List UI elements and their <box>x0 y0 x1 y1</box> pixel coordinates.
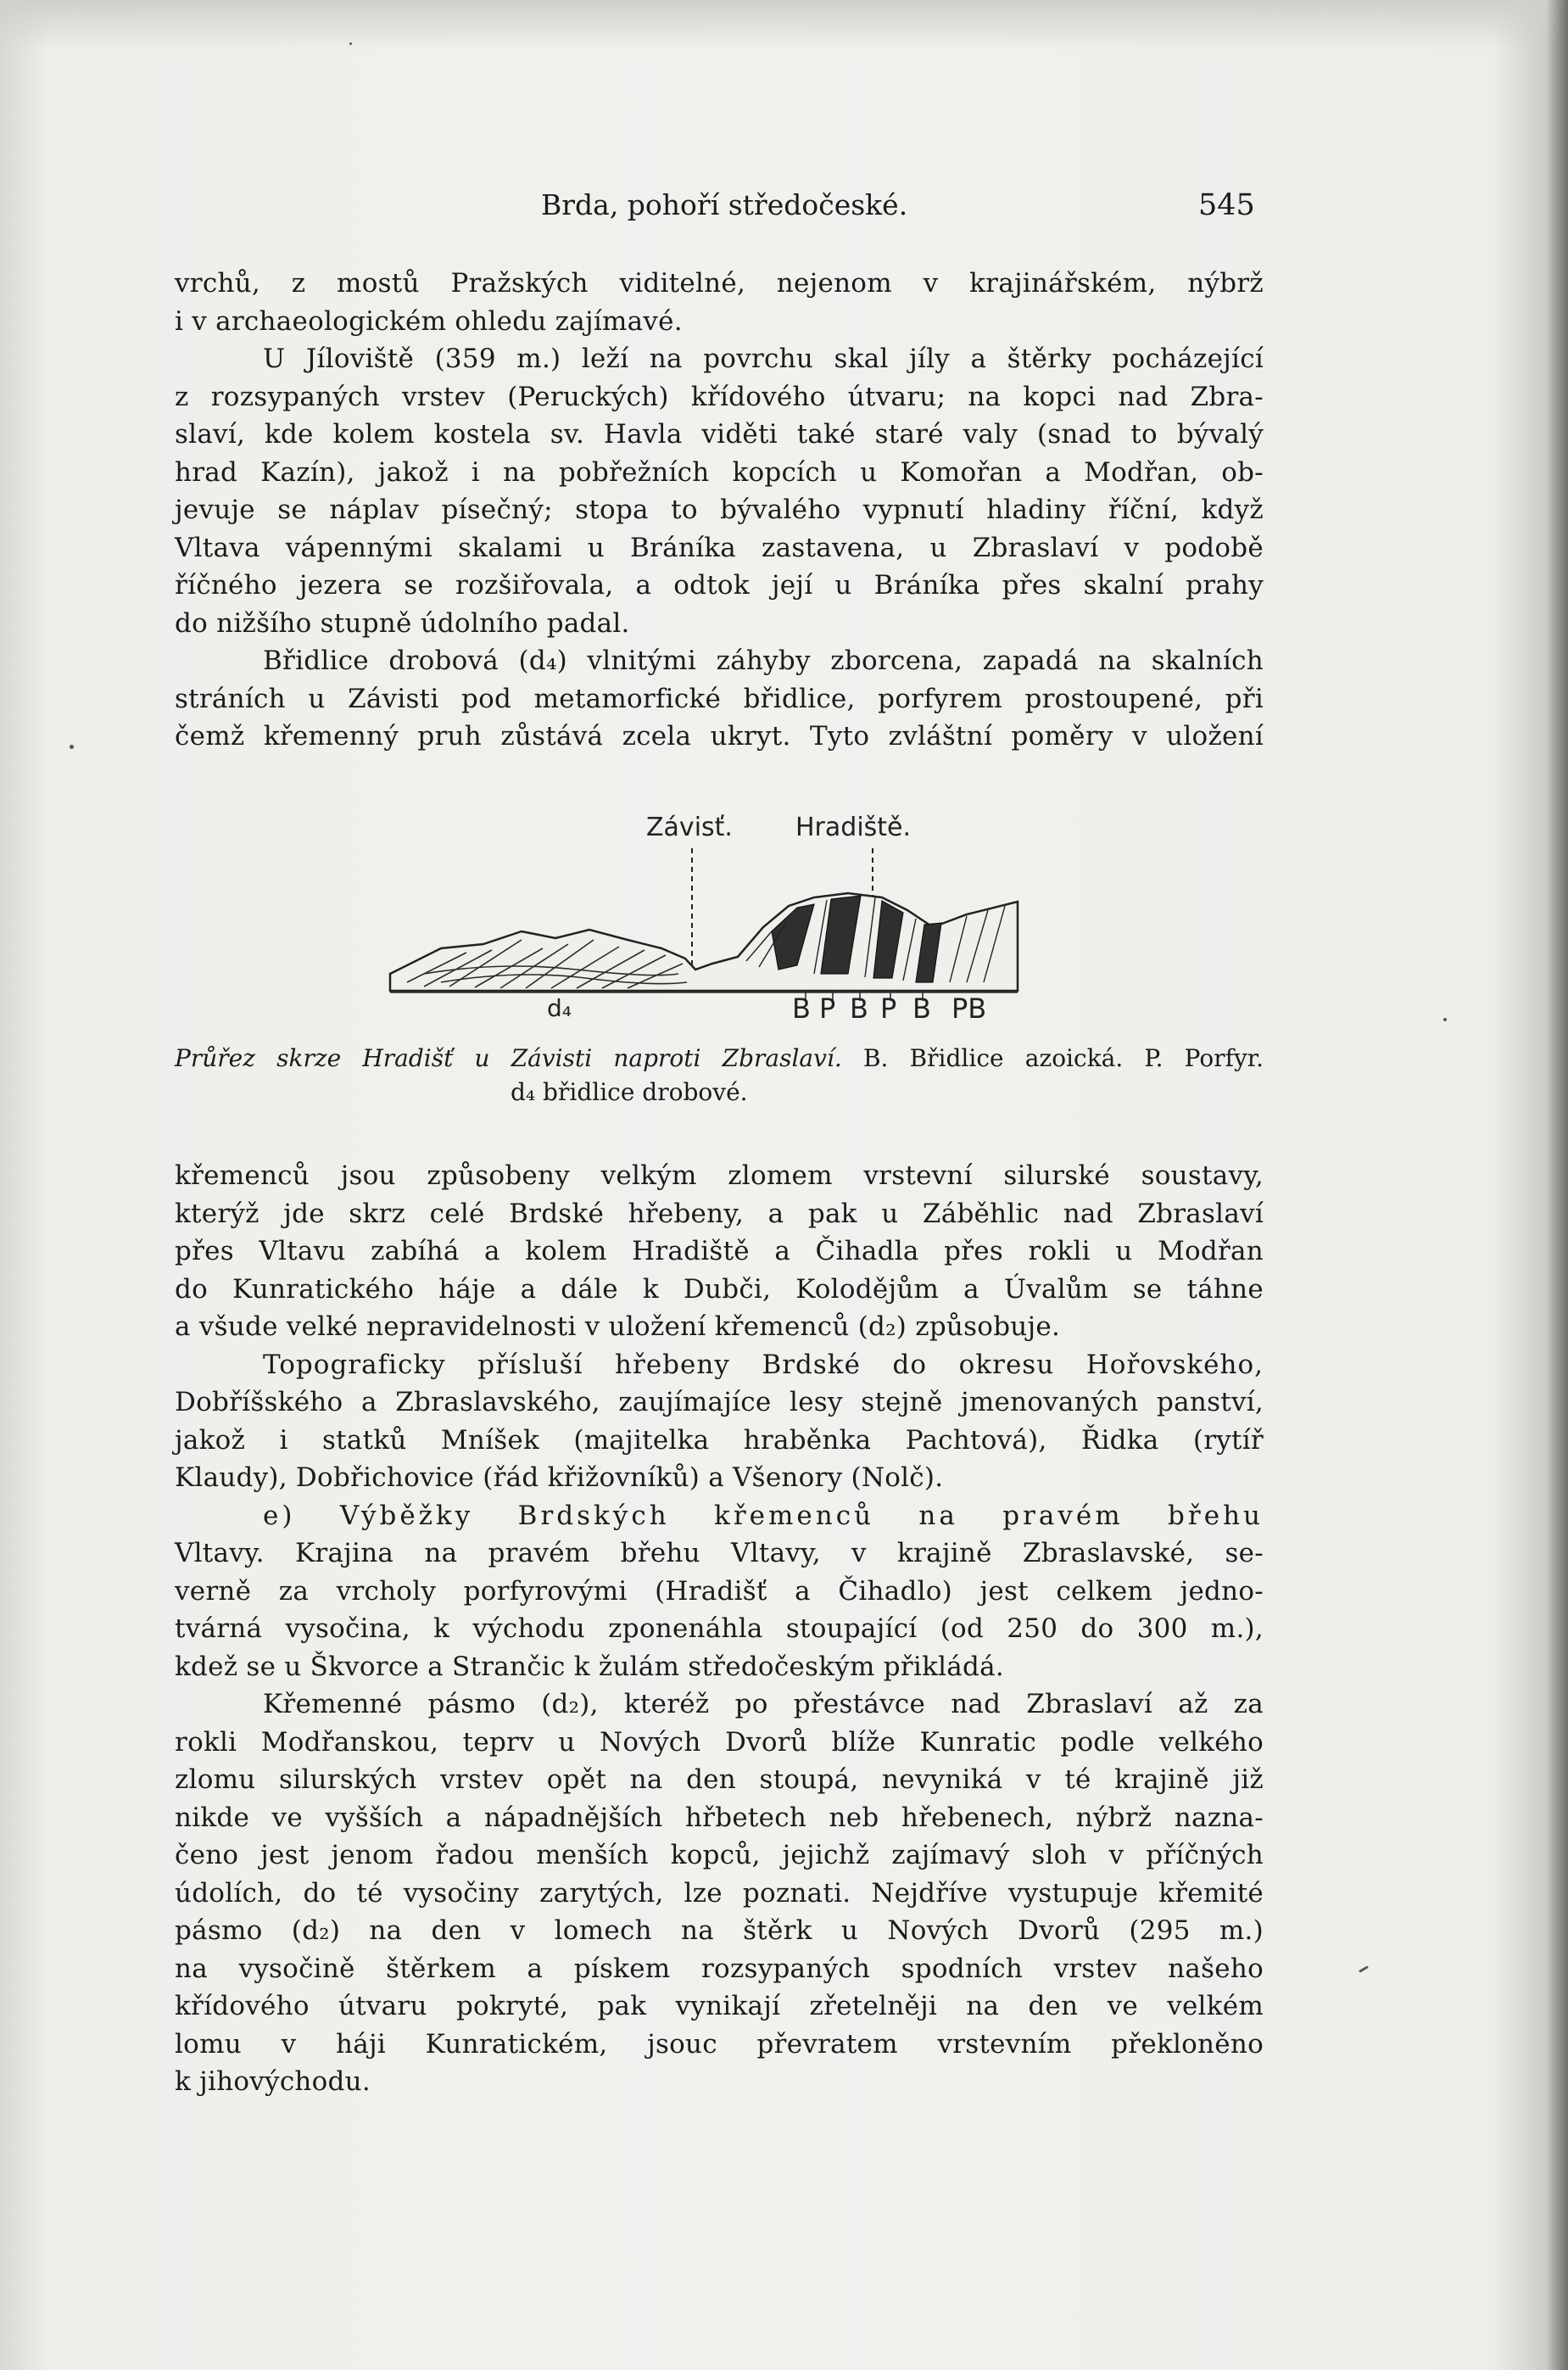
page-header <box>0 188 1568 231</box>
text-line: křídového útvaru pokryté, pak vynikají zřetelněji na den ve velkém <box>175 1991 1264 2021</box>
text-line: pásmo (d₂) na den v lomech na štěrk u Nových Dvorů (295 m.) <box>175 1915 1264 1946</box>
text-line: jevuje se náplav písečný; stopa to bývalého vypnutí hladiny říční, když <box>175 495 1264 525</box>
text-line: přes Vltavu zabíhá a kolem Hradiště a Čihadla přes rokli u Modřan <box>175 1236 1264 1266</box>
text-line: vrchů, z mostů Pražských viditelné, nejenom v krajinářském, nýbrž <box>175 268 1264 299</box>
text-block-bottom <box>175 1157 1264 2101</box>
figure-bottom-label: P <box>880 992 897 1025</box>
text-line: Topograficky přísluší hřebeny Brdské do okresu Hořovského, <box>263 1349 1264 1380</box>
scan-speck <box>349 42 352 45</box>
text-line: a všude velké nepravidelnosti v uložení křemenců (d₂) způsobuje. <box>175 1311 1061 1342</box>
scan-shadow-right <box>1546 0 1568 2370</box>
scan-speck <box>70 745 74 749</box>
figure-bottom-label: PB <box>951 992 987 1025</box>
text-line: do nižšího stupně údolního padal. <box>175 607 630 639</box>
section-heading-line: e) Výběžky Brdských křemenců na pravém břehu <box>263 1500 1264 1531</box>
figure-label-zavist: Závisť. <box>646 813 733 842</box>
text-line: na vysočině štěrkem a pískem rozsypaných spodních vrstev našeho <box>175 1953 1264 1984</box>
text-line: čeno jest jenom řadou menších kopců, jejichž zajímavý sloh v příčných <box>175 1840 1264 1870</box>
text-line: kterýž jde skrz celé Brdské hřebeny, a pak u Záběhlic nad Zbraslaví <box>175 1198 1264 1229</box>
text-line: stráních u Závisti pod metamorfické břidlice, porfyrem prostoupené, při <box>175 683 1264 714</box>
scan-speck <box>1443 1018 1447 1021</box>
caption-legend: B. Břidlice azoická. P. Porfyr. <box>841 1044 1264 1072</box>
figure-caption <box>175 1042 1264 1110</box>
text-line: do Kunratického háje a dále k Dubči, Kolodějům a Úvalům se táhne <box>175 1273 1264 1305</box>
scan-speck <box>1359 1965 1369 1973</box>
text-line: jakož i statků Mníšek (majitelka hraběnka Pachtová), Řidka (rytíř <box>175 1424 1264 1456</box>
text-line: k jihovýchodu. <box>175 2066 371 2097</box>
caption-italic: Průřez skrze Hradišť u Závisti naproti Zbraslaví. <box>175 1044 842 1072</box>
text-line: i v archaeologickém ohledu zajímavé. <box>175 305 683 337</box>
figure-label-d4: d₄ <box>547 994 572 1022</box>
text-line: tvárná vysočina, k východu zponenáhla stoupající (od 250 do 300 m.), <box>175 1613 1264 1644</box>
figure-bottom-label: B <box>792 992 811 1025</box>
page-number: 545 <box>1198 188 1255 222</box>
figure-label-hradiste: Hradiště. <box>795 813 912 842</box>
caption-line-2: d₄ břidlice drobové. <box>511 1078 748 1106</box>
text-line: hrad Kazín), jakož i na pobřežních kopcích u Komořan a Modřan, ob- <box>175 456 1264 488</box>
figure-bottom-label: B <box>850 992 868 1025</box>
text-line: slaví, kde kolem kostela sv. Havla viděti také staré valy (snad to bývalý <box>175 419 1264 450</box>
text-line: U Jíloviště (359 m.) leží na povrchu skal jíly a štěrky pocházející <box>263 344 1264 374</box>
text-line: křemenců jsou způsobeny velkým zlomem vrstevní silurské soustavy, <box>175 1160 1264 1191</box>
text-line: verně za vrcholy porfyrovými (Hradišť a Čihadlo) jest celkem jedno- <box>175 1575 1264 1607</box>
text-line: Klaudy), Dobřichovice (řád křižovníků) a Všenory (Nolč). <box>175 1462 944 1493</box>
text-line: lomu v háji Kunratickém, jsouc převratem vrstevním překloněno <box>175 2028 1264 2060</box>
text-line: rokli Modřanskou, teprv u Nových Dvorů blíže Kunratic podle velkého <box>175 1726 1264 1758</box>
text-line: Břidlice drobová (d₄) vlnitými záhyby zborcena, zapadá na skalních <box>263 646 1264 676</box>
text-line: nikde ve vyšších a nápadnějších hřbetech neb hřebenech, nýbrž nazna- <box>175 1802 1264 1833</box>
cross-section-drawing <box>373 813 1043 1029</box>
caption-line-1 <box>175 1042 1264 1076</box>
text-line: čemž křemenný pruh zůstává zcela ukryt. Tyto zvláštní poměry v uložení <box>175 721 1264 752</box>
text-line: zlomu silurských vrstev opět na den stoupá, nevyniká v té krajině již <box>175 1764 1264 1795</box>
figure-bottom-label: P <box>819 992 836 1025</box>
text-block-top <box>175 265 1264 756</box>
scan-shadow-top <box>0 0 1568 51</box>
cross-section-figure <box>373 813 1043 1029</box>
running-title: Brda, pohoří středočeské. <box>541 188 908 221</box>
figure-bottom-label: B <box>912 992 931 1025</box>
text-line: Dobříšského a Zbraslavského, zaujímajíce lesy stejně jmenovaných panství, <box>175 1387 1264 1417</box>
text-line: kdež se u Škvorce a Strančic k žulám středočeským přikládá. <box>175 1651 1004 1682</box>
text-line: Vltavy. Krajina na pravém břehu Vltavy, v krajině Zbraslavské, se- <box>175 1538 1264 1568</box>
text-line: říčného jezera se rozšiřovala, a odtok její u Bráníka přes skalní prahy <box>175 570 1264 601</box>
text-line: Křemenné pásmo (d₂), kteréž po přestávce nad Zbraslaví až za <box>263 1689 1264 1719</box>
text-line: údolích, do té vysočiny zarytých, lze poznati. Nejdříve vystupuje křemité <box>175 1877 1264 1909</box>
text-line: Vltava vápennými skalami u Bráníka zastavena, u Zbraslaví v podobě <box>175 532 1264 563</box>
text-line: z rozsypaných vrstev (Peruckých) křídového útvaru; na kopci nad Zbra- <box>175 381 1264 412</box>
